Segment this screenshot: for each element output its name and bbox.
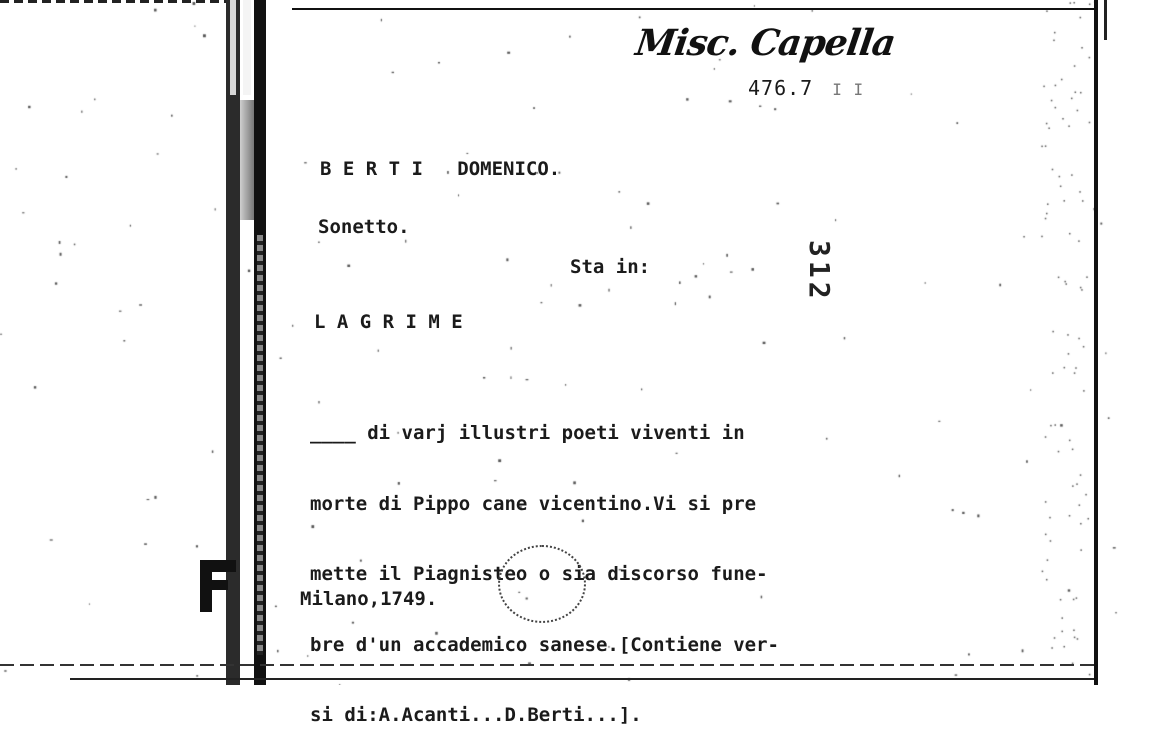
faded-circle-mark	[498, 545, 586, 623]
imprint: Milano,1749.	[300, 588, 438, 610]
sta-in-label: Sta in:	[570, 256, 651, 278]
shelfmark-suffix: I I	[832, 80, 865, 99]
description-line: mette il Piagnisteo o sia discorso fune-	[310, 563, 768, 585]
side-number: 312	[803, 240, 836, 303]
f-shaped-mark	[196, 558, 238, 614]
description-line: morte di Pippo cane vicentino.Vi si pre	[310, 492, 757, 515]
description-line: ____ di varj illustri poeti viventi in	[310, 422, 745, 444]
description-line: bre d'un accademico sanese.[Contiene ver-	[310, 633, 779, 656]
description-line: si di:A.Acanti...D.Berti...].	[310, 704, 642, 726]
shelfmark-number: 476.7	[748, 76, 814, 100]
card-right-edge	[1094, 0, 1098, 685]
collection-stamp: Misc. Capella	[633, 22, 898, 64]
author-surname: B E R T I	[320, 158, 423, 180]
card-top-edge	[0, 0, 226, 3]
card-top-border	[292, 0, 1094, 10]
card-right-edge-outer	[1104, 0, 1107, 40]
author-line	[320, 158, 560, 180]
genre: Sonetto.	[318, 216, 410, 238]
title: L A G R I M E	[314, 311, 463, 333]
shelfmark	[748, 76, 864, 100]
author-firstname: DOMENICO.	[457, 158, 561, 180]
